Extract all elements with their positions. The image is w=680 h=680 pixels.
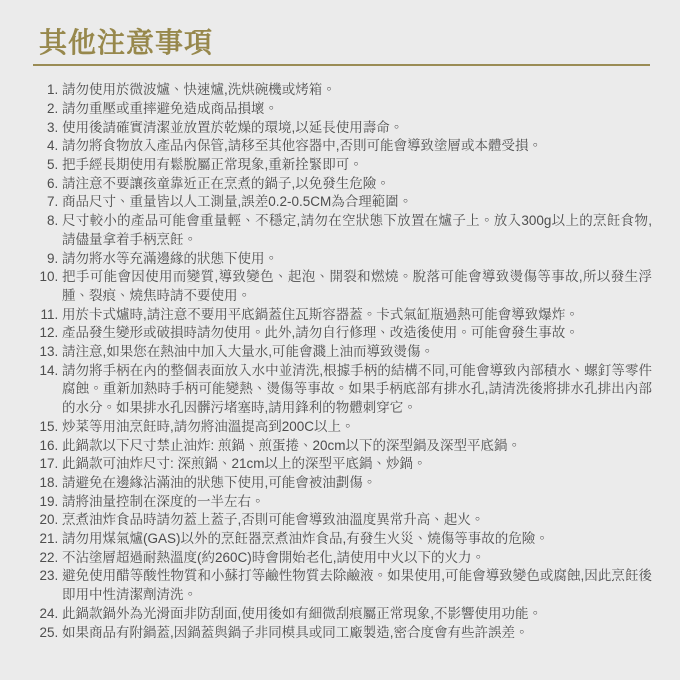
title-divider [33,64,650,66]
note-item: 7. 商品尺寸、重量皆以人工測量,誤差0.2-0.5CM為合理範圍。 [62,193,652,212]
note-item: 15. 炒菜等用油烹飪時,請勿將油溫提高到200C以上。 [62,418,652,437]
note-item: 6. 請注意不要讓孩童靠近正在烹煮的鍋子,以免發生危險。 [62,175,652,194]
note-item: 5. 把手經長期使用有鬆脫屬正常現象,重新拴緊即可。 [62,156,652,175]
note-item: 17. 此鍋款可油炸尺寸: 深煎鍋、21cm以上的深型平底鍋、炒鍋。 [62,455,652,474]
note-item: 1. 請勿使用於微波爐、快速爐,洗烘碗機或烤箱。 [62,81,652,100]
note-item: 9. 請勿將水等充滿邊緣的狀態下使用。 [62,250,652,269]
note-item: 20. 烹煮油炸食品時請勿蓋上蓋子,否則可能會導致油溫度異常升高、起火。 [62,511,652,530]
note-item: 21. 請勿用煤氣爐(GAS)以外的烹飪器烹煮油炸食品,有發生火災、燒傷等事故的危險。 [62,530,652,549]
note-item: 10. 把手可能會因使用而變質,導致變色、起泡、開裂和燃燒。脫落可能會導致燙傷等事故,所以發生浮腫、裂痕、燒焦時請不要使用。 [62,268,652,305]
note-item: 2. 請勿重壓或重摔避免造成商品損壞。 [62,100,652,119]
note-item: 11. 用於卡式爐時,請注意不要用平底鍋蓋住瓦斯容器蓋。卡式氣缸瓶過熱可能會導致爆炸。 [62,306,652,325]
note-item: 18. 請避免在邊緣沾滿油的狀態下使用,可能會被油劃傷。 [62,474,652,493]
note-item: 24. 此鍋款鍋外為光滑面非防刮面,使用後如有細微刮痕屬正常現象,不影響使用功能。 [62,605,652,624]
note-item: 3. 使用後請確實清潔並放置於乾燥的環境,以延長使用壽命。 [62,119,652,138]
notes-list [33,81,652,642]
note-item: 8. 尺寸較小的產品可能會重量輕、不穩定,請勿在空狀態下放置在爐子上。放入300g以上的烹飪食物,請儘量拿着手柄烹飪。 [62,212,652,249]
page-title: 其他注意事項 [39,27,214,58]
note-item: 16. 此鍋款以下尺寸禁止油炸: 煎鍋、煎蛋捲、20cm以下的深型鍋及深型平底鍋。 [62,437,652,456]
note-item: 23. 避免使用醋等酸性物質和小蘇打等鹼性物質去除鹼液。如果使用,可能會導致變色或腐蝕,因此烹飪後即用中性清潔劑清洗。 [62,567,652,604]
note-item: 25. 如果商品有附鍋蓋,因鍋蓋與鍋子非同模具或同工廠製造,密合度會有些許誤差。 [62,624,652,643]
note-item: 13. 請注意,如果您在熱油中加入大量水,可能會濺上油而導致燙傷。 [62,343,652,362]
note-item: 12. 產品發生變形或破損時請勿使用。此外,請勿自行修理、改造後使用。可能會發生事故。 [62,324,652,343]
note-item: 4. 請勿將食物放入產品內保管,請移至其他容器中,否則可能會導致塗層或本體受損。 [62,137,652,156]
note-item: 14. 請勿將手柄在內的整個表面放入水中並清洗,根據手柄的結構不同,可能會導致內部積水、螺釘等零件腐蝕。重新加熱時手柄可能變熱、燙傷等事故。如果手柄底部有排水孔,請清洗後將排水孔排出內部的水分。如果排水孔因髒污堵塞時,請用鋒利的物體刺穿它。 [62,362,652,418]
note-item: 22. 不沾塗層超過耐熱溫度(約260C)時會開始老化,請使用中火以下的火力。 [62,549,652,568]
note-item: 19. 請將油量控制在深度的一半左右。 [62,493,652,512]
